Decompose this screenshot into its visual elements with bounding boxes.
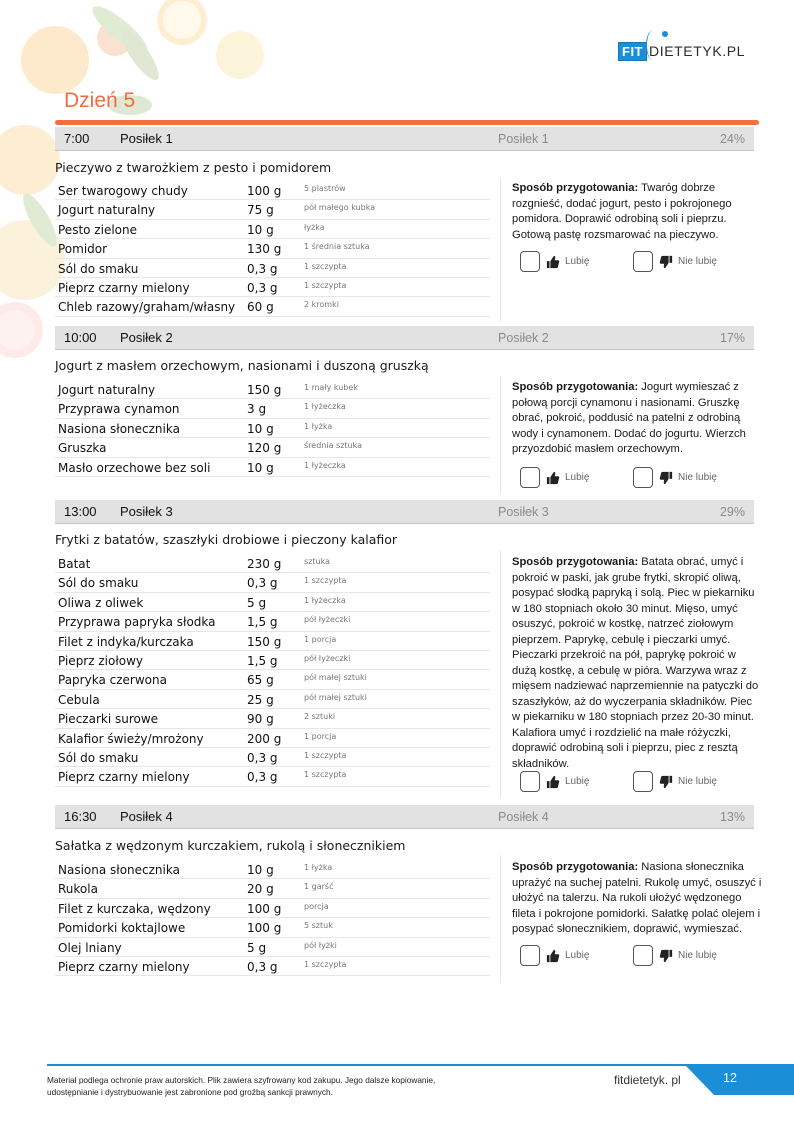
- ingredient-row: [55, 651, 490, 670]
- ingredient-household-measure: pół łyżeczki: [304, 653, 351, 663]
- ingredient-quantity: 10 g: [247, 460, 274, 475]
- ingredient-quantity: 1,5 g: [247, 653, 278, 668]
- ingredients-table: [55, 181, 490, 317]
- ingredient-row: [55, 729, 490, 748]
- ingredient-row: [55, 380, 490, 399]
- ingredient-quantity: 5 g: [247, 940, 267, 955]
- ingredient-row: [55, 957, 490, 976]
- ingredient-row: [55, 690, 490, 709]
- like-checkbox[interactable]: [520, 945, 540, 966]
- meal-header: [55, 127, 754, 151]
- ingredient-household-measure: sztuka: [304, 557, 330, 566]
- ingredient-quantity: 65 g: [247, 673, 274, 688]
- meal-time: 16:30: [64, 809, 97, 824]
- ingredient-household-measure: 1 szczypta: [304, 576, 347, 586]
- ingredient-quantity: 120 g: [247, 441, 282, 456]
- meal-name-secondary: Posiłek 2: [498, 330, 549, 345]
- preparation-instructions: Jogurt wymieszać z połową porcji cynamonu i nasionami. Gruszkę obrać, pokroić, poddusić na patelni z odrobiną wody i cynamonem. Dodać do jogurtu. Wierzch przyozdobić masłem orzechowym.: [512, 381, 746, 455]
- ingredient-household-measure: 1 łyżeczka: [304, 402, 346, 412]
- footer-divider: [47, 1064, 794, 1066]
- recipe-title: Pieczywo z twarożkiem z pesto i pomidorem: [55, 160, 332, 175]
- column-divider: [500, 855, 501, 983]
- ingredient-household-measure: 5 plastrów: [304, 184, 346, 193]
- ingredient-household-measure: 1 szczypta: [304, 770, 347, 780]
- logo-dot-icon: [662, 31, 668, 37]
- ingredient-name: Pomidorki koktajlowe: [58, 921, 186, 936]
- ingredient-quantity: 0,3 g: [247, 750, 278, 765]
- ingredient-row: [55, 259, 490, 278]
- ingredient-household-measure: pół małego kubka: [304, 203, 376, 213]
- ingredient-name: Sól do smaku: [58, 750, 139, 765]
- logo-arc-icon: [646, 30, 660, 60]
- dislike-label: Nie lubię: [678, 256, 717, 267]
- ingredient-name: Rukola: [58, 882, 98, 897]
- dislike-control[interactable]: [633, 771, 717, 792]
- meal-name: Posiłek 2: [120, 330, 173, 345]
- dislike-control[interactable]: [633, 467, 717, 488]
- ingredient-name: Pieprz czarny mielony: [58, 280, 190, 295]
- ingredient-name: Filet z indyka/kurczaka: [58, 634, 194, 649]
- meal-name: Posiłek 1: [120, 131, 173, 146]
- ingredient-name: Papryka czerwona: [58, 673, 167, 688]
- preparation-label: Sposób przygotowania:: [512, 556, 639, 568]
- ingredient-row: [55, 632, 490, 651]
- ingredient-quantity: 0,3 g: [247, 261, 278, 276]
- ingredient-quantity: 20 g: [247, 882, 274, 897]
- ingredient-row: [55, 612, 490, 631]
- ingredient-name: Kalafior świeży/mrożony: [58, 731, 204, 746]
- ingredient-name: Chleb razowy/graham/własny: [58, 300, 236, 315]
- ingredient-household-measure: 1 mały kubek: [304, 383, 358, 392]
- dislike-label: Nie lubię: [678, 776, 717, 787]
- ingredient-quantity: 5 g: [247, 595, 267, 610]
- ingredient-quantity: 100 g: [247, 184, 282, 198]
- meal-header: [55, 500, 754, 524]
- ingredient-household-measure: 1 porcja: [304, 731, 337, 741]
- like-control[interactable]: [520, 467, 589, 488]
- ingredient-household-measure: 2 sztuki: [304, 712, 336, 722]
- ingredient-row: [55, 670, 490, 689]
- ingredient-name: Pieprz ziołowy: [58, 653, 143, 668]
- ingredient-quantity: 150 g: [247, 634, 282, 649]
- ingredient-row: [55, 860, 490, 879]
- ingredient-household-measure: 1 łyżka: [304, 863, 333, 872]
- ingredient-quantity: 100 g: [247, 901, 282, 916]
- ingredient-name: Sól do smaku: [58, 576, 139, 591]
- ingredient-quantity: 60 g: [247, 300, 274, 315]
- ingredient-household-measure: 1 szczypta: [304, 261, 347, 271]
- dislike-label: Nie lubię: [678, 472, 717, 483]
- footer-site-link[interactable]: fitdietetyk. pl: [614, 1073, 681, 1087]
- ingredient-row: [55, 767, 490, 786]
- ingredient-household-measure: 1 łyżeczka: [304, 595, 346, 605]
- logo-text: DIETETYK.PL: [649, 43, 746, 59]
- like-label: Lubię: [565, 776, 590, 787]
- ingredient-quantity: 200 g: [247, 731, 282, 746]
- meal-percent: 17%: [719, 330, 745, 345]
- ingredients-table: [55, 860, 490, 976]
- ingredient-household-measure: 1 szczypta: [304, 750, 347, 760]
- ingredient-name: Gruszka: [58, 441, 107, 456]
- preparation-text: [512, 860, 762, 938]
- logo-fit-mark: FIT: [618, 42, 647, 61]
- thumbs-up-icon: [546, 775, 560, 789]
- dislike-control[interactable]: [633, 945, 717, 966]
- like-checkbox[interactable]: [520, 467, 540, 488]
- ingredient-row: [55, 554, 490, 573]
- preparation-instructions: Batata obrać, umyć i pokroić w paski, jak grube frytki, skropić oliwą, posypać słodką papryką i solą. Piec w piekarniku w 180 stopniach około 30 minut. Mięso, umyć osuszyć, pokroić w kostkę, natrzeć ziołowym pieprzem. Paprykę, cebulę i pieczarki umyć. Pieczarki przekroić na pół, paprykę pokroić w dużą kostkę, a cebulę w pióra. Warzywa wraz z mięsem nadziewać naprzemiennie na patyczki do szaszłyków, aż do wyczerpania składników. Piec w piekarniku w 180 stopniach przez 20-30 minut. Kalafiora umyć i rozdzielić na małe różyczki, doprawić odrobiną soli i pieprzu, piec z resztą składników.: [512, 556, 759, 770]
- ingredient-row: [55, 879, 490, 898]
- footer-copyright: Materiał podlega ochronie praw autorskich. Plik zawiera szyfrowany kod zakupu. Jego dalsze kopiowanie, udostępnianie i dystrybuowanie jest zabronione pod groźbą sankcji prawnych.: [47, 1075, 436, 1097]
- ingredient-row: [55, 399, 490, 418]
- ingredient-household-measure: 5 sztuk: [304, 921, 333, 931]
- recipe-title: Jogurt z masłem orzechowym, nasionami i duszoną gruszką: [55, 358, 429, 373]
- footer-page-tab: [686, 1066, 794, 1095]
- ingredient-row: [55, 220, 490, 239]
- ingredients-table: [55, 554, 490, 787]
- thumbs-up-icon: [546, 471, 560, 485]
- like-control[interactable]: [520, 251, 589, 272]
- ingredient-household-measure: średnia sztuka: [304, 441, 362, 451]
- thumbs-down-icon: [659, 775, 673, 789]
- title-divider: [55, 120, 759, 125]
- recipe-title: Sałatka z wędzonym kurczakiem, rukolą i słonecznikiem: [55, 838, 406, 853]
- ingredient-quantity: 1,5 g: [247, 615, 278, 630]
- ingredient-household-measure: łyżka: [304, 222, 325, 232]
- ingredient-quantity: 0,3 g: [247, 959, 278, 974]
- dislike-checkbox[interactable]: [633, 467, 653, 488]
- ingredients-table: [55, 380, 490, 477]
- like-checkbox[interactable]: [520, 251, 540, 272]
- meal-name-secondary: Posiłek 1: [498, 131, 549, 146]
- meal-percent: 29%: [719, 504, 745, 519]
- ingredient-quantity: 3 g: [247, 402, 267, 417]
- ingredient-quantity: 150 g: [247, 383, 282, 397]
- ingredient-household-measure: pół łyżeczki: [304, 615, 351, 625]
- ingredient-household-measure: 1 szczypta: [304, 280, 347, 290]
- thumbs-up-icon: [546, 255, 560, 269]
- ingredient-household-measure: 1 garść: [304, 882, 334, 892]
- ingredient-row: [55, 458, 490, 477]
- page-number: 12: [723, 1071, 737, 1085]
- meal-time: 10:00: [64, 330, 97, 345]
- ingredient-row: [55, 200, 490, 219]
- ingredient-name: Cebula: [58, 692, 100, 707]
- dislike-label: Nie lubię: [678, 950, 717, 961]
- like-control[interactable]: [520, 771, 589, 792]
- dislike-checkbox[interactable]: [633, 945, 653, 966]
- preparation-label: Sposób przygotowania:: [512, 381, 639, 393]
- ingredient-household-measure: pół łyżki: [304, 940, 337, 950]
- ingredient-quantity: 10 g: [247, 863, 274, 877]
- ingredient-row: [55, 278, 490, 297]
- ingredient-name: Masło orzechowe bez soli: [58, 460, 211, 475]
- ingredient-row: [55, 918, 490, 937]
- ingredient-name: Przyprawa papryka słodka: [58, 615, 216, 630]
- ingredient-name: Pieczarki surowe: [58, 712, 159, 727]
- like-control[interactable]: [520, 945, 589, 966]
- ingredient-household-measure: pół małej sztuki: [304, 692, 367, 702]
- meal-header: [55, 326, 754, 350]
- ingredient-name: Przyprawa cynamon: [58, 402, 180, 417]
- thumbs-down-icon: [659, 255, 673, 269]
- ingredient-household-measure: 1 średnia sztuka: [304, 242, 370, 252]
- ingredient-name: Ser twarogowy chudy: [58, 184, 188, 198]
- ingredient-row: [55, 297, 490, 316]
- ingredient-quantity: 10 g: [247, 222, 274, 237]
- ingredient-household-measure: 1 łyżeczka: [304, 460, 346, 470]
- ingredient-quantity: 0,3 g: [247, 770, 278, 785]
- ingredient-name: Olej lniany: [58, 940, 122, 955]
- column-divider: [500, 376, 501, 494]
- meal-header: [55, 805, 754, 829]
- ingredient-name: Pieprz czarny mielony: [58, 959, 190, 974]
- ingredient-quantity: 90 g: [247, 712, 274, 727]
- ingredient-name: Pomidor: [58, 242, 108, 257]
- preparation-text: [512, 380, 762, 458]
- preparation-label: Sposób przygotowania:: [512, 182, 639, 194]
- like-label: Lubię: [565, 472, 590, 483]
- day-title: Dzień 5: [64, 89, 136, 112]
- dislike-control[interactable]: [633, 251, 717, 272]
- ingredient-name: Batat: [58, 557, 91, 571]
- thumbs-up-icon: [546, 949, 560, 963]
- ingredient-quantity: 0,3 g: [247, 280, 278, 295]
- ingredient-row: [55, 593, 490, 612]
- ingredient-quantity: 0,3 g: [247, 576, 278, 591]
- meal-name: Posiłek 3: [120, 504, 173, 519]
- like-checkbox[interactable]: [520, 771, 540, 792]
- ingredient-household-measure: porcja: [304, 901, 329, 911]
- preparation-instructions: Twaróg dobrze rozgnieść, dodać jogurt, pesto i pokrojonego pomidora. Doprawić odrobiną soli i pieprzu. Gotową pastę rozsmarować na pieczywo.: [512, 182, 732, 241]
- meal-percent: 13%: [719, 809, 745, 824]
- like-label: Lubię: [565, 256, 590, 267]
- ingredient-name: Nasiona słonecznika: [58, 863, 180, 877]
- meal-percent: 24%: [719, 131, 745, 146]
- ingredient-quantity: 10 g: [247, 421, 274, 436]
- ingredient-quantity: 230 g: [247, 557, 282, 571]
- dislike-checkbox[interactable]: [633, 771, 653, 792]
- ingredient-name: Sól do smaku: [58, 261, 139, 276]
- ingredient-row: [55, 181, 490, 200]
- meal-name-secondary: Posiłek 3: [498, 504, 549, 519]
- preparation-label: Sposób przygotowania:: [512, 861, 639, 873]
- ingredient-household-measure: 2 kromki: [304, 300, 339, 310]
- meal-name-secondary: Posiłek 4: [498, 809, 549, 824]
- ingredient-name: Jogurt naturalny: [58, 203, 156, 218]
- ingredient-name: Jogurt naturalny: [58, 383, 156, 397]
- recipe-title: Frytki z batatów, szaszłyki drobiowe i pieczony kalafior: [55, 532, 398, 547]
- like-label: Lubię: [565, 950, 590, 961]
- ingredient-row: [55, 938, 490, 957]
- preparation-text: [512, 555, 762, 772]
- ingredient-household-measure: 1 łyżka: [304, 421, 333, 431]
- column-divider: [500, 178, 501, 322]
- meal-name: Posiłek 4: [120, 809, 173, 824]
- thumbs-down-icon: [659, 949, 673, 963]
- ingredient-row: [55, 438, 490, 457]
- meal-time: 7:00: [64, 131, 90, 146]
- ingredient-name: Pesto zielone: [58, 222, 137, 237]
- ingredient-name: Filet z kurczaka, wędzony: [58, 901, 211, 916]
- ingredient-name: Nasiona słonecznika: [58, 421, 180, 436]
- dislike-checkbox[interactable]: [633, 251, 653, 272]
- ingredient-name: Pieprz czarny mielony: [58, 770, 190, 785]
- ingredient-quantity: 100 g: [247, 921, 282, 936]
- meal-time: 13:00: [64, 504, 97, 519]
- ingredient-household-measure: 1 szczypta: [304, 959, 347, 969]
- ingredient-household-measure: 1 porcja: [304, 634, 337, 644]
- fitdietetyk-logo: [618, 38, 745, 64]
- ingredient-name: Oliwa z oliwek: [58, 595, 144, 610]
- ingredient-quantity: 130 g: [247, 242, 282, 257]
- ingredient-quantity: 25 g: [247, 692, 274, 707]
- ingredient-row: [55, 573, 490, 592]
- ingredient-row: [55, 419, 490, 438]
- ingredient-household-measure: pół małej sztuki: [304, 673, 367, 683]
- ingredient-row: [55, 899, 490, 918]
- ingredient-quantity: 75 g: [247, 203, 274, 218]
- ingredient-row: [55, 709, 490, 728]
- preparation-instructions: Nasiona słonecznika uprażyć na suchej patelni. Rukolę umyć, osuszyć i ułożyć na talerzu. Na rukoli ułożyć wędzonego fileta i pokrojone pomidorki. Sałatkę polać olejem i posypać słonecznikiem, doprawić, wymieszać.: [512, 861, 762, 935]
- thumbs-down-icon: [659, 471, 673, 485]
- column-divider: [500, 550, 501, 798]
- ingredient-row: [55, 239, 490, 258]
- ingredient-row: [55, 748, 490, 767]
- preparation-text: [512, 181, 762, 243]
